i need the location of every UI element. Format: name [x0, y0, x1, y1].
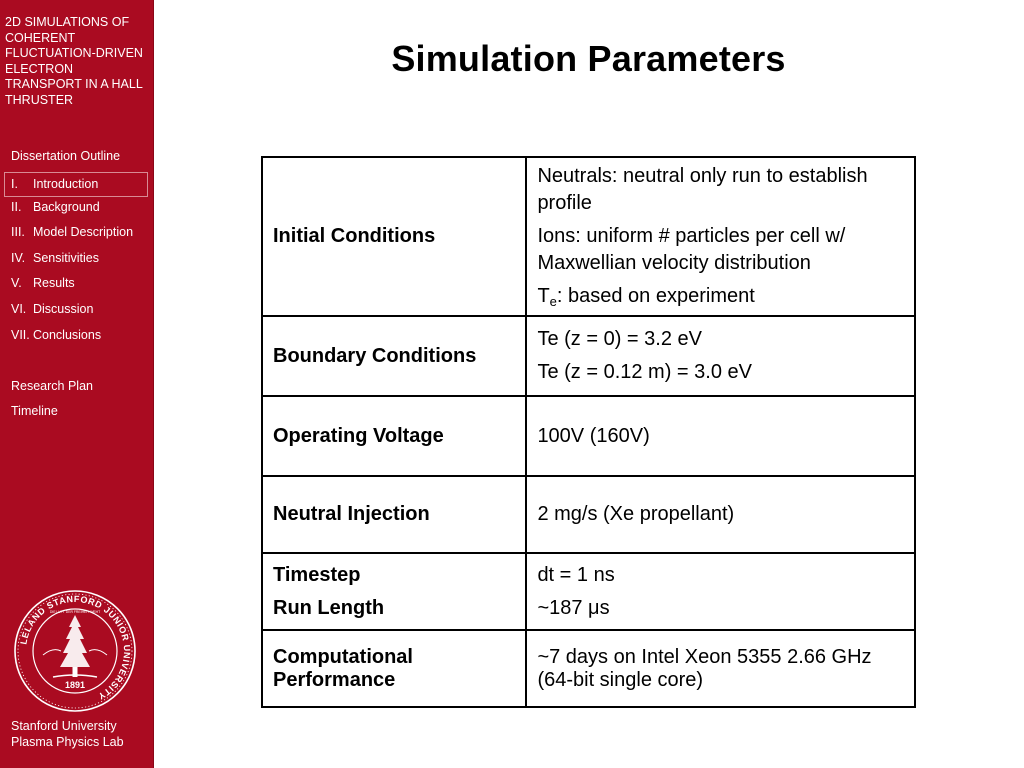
- label-line: Timestep: [273, 563, 361, 586]
- nav-item-number: V.: [11, 276, 22, 291]
- table-row: [262, 630, 915, 707]
- nav-item-label: Model Description: [33, 225, 134, 240]
- nav-item-discussion[interactable]: [0, 299, 153, 325]
- nav-item-label: Conclusions: [33, 327, 102, 342]
- nav-timeline[interactable]: Timeline: [11, 404, 58, 419]
- svg-text:LELAND STANFORD JUNIOR UNIVERS: LELAND STANFORD JUNIOR UNIVERSITY: [18, 593, 133, 702]
- nav-item-sensitivities[interactable]: [0, 248, 153, 274]
- footer: [11, 719, 124, 750]
- row-value: 100V (160V): [526, 396, 915, 476]
- page-title: Simulation Parameters: [391, 38, 786, 79]
- value-paragraph: Ions: uniform # particles per cell w/ Maxwellian velocity distribution: [537, 225, 846, 274]
- row-value: [526, 316, 915, 396]
- nav-item-number: II.: [11, 199, 22, 214]
- svg-text:DIE LUFT DER FREIHEIT WEHT: DIE LUFT DER FREIHEIT WEHT: [49, 610, 101, 614]
- parameters-table: [261, 156, 916, 708]
- nav-dissertation-outline[interactable]: Dissertation Outline: [11, 149, 121, 163]
- value-paragraph: Neutrals: neutral only run to establish profile: [537, 165, 868, 214]
- nav-item-label: Results: [33, 276, 75, 291]
- nav-research-plan[interactable]: Research Plan: [11, 378, 93, 393]
- nav-item-number: VI.: [11, 301, 27, 316]
- stanford-seal-logo: [13, 589, 137, 713]
- nav-item-number: I.: [11, 176, 18, 191]
- row-value: ~7 days on Intel Xeon 5355 2.66 GHz (64-bit single core): [526, 630, 915, 707]
- presentation-title: 2D SIMULATIONS OF COHERENT FLUCTUATION-DRIVEN ELECTRON TRANSPORT IN A HALL THRUSTER: [5, 15, 143, 107]
- value-line: Te (z = 0) = 3.2 eV: [537, 328, 702, 350]
- row-label: Boundary Conditions: [262, 316, 526, 396]
- value-line: ~187 μs: [537, 596, 610, 619]
- row-value: [526, 157, 915, 316]
- nav-item-number: III.: [11, 225, 25, 240]
- nav-item-label: Sensitivities: [33, 250, 99, 265]
- te-subscript: e: [549, 294, 557, 309]
- row-label: [262, 553, 526, 630]
- nav-item-model-description[interactable]: [0, 222, 153, 248]
- nav-item-background[interactable]: [0, 197, 153, 223]
- footer-university: Stanford University: [11, 719, 117, 733]
- nav-spacer: [0, 350, 153, 376]
- footer-lab: Plasma Physics Lab: [11, 734, 124, 749]
- table-row: [262, 476, 915, 553]
- dissertation-outline-nav: [0, 146, 153, 427]
- row-value: 2 mg/s (Xe propellant): [526, 476, 915, 553]
- nav-item-label: Introduction: [33, 176, 99, 191]
- table-row: [262, 553, 915, 630]
- value-paragraph-te: [537, 283, 904, 310]
- nav-item-conclusions[interactable]: [0, 325, 153, 351]
- nav-item-label: Background: [33, 199, 100, 214]
- row-label: Initial Conditions: [262, 157, 526, 316]
- te-description: : based on experiment: [556, 285, 755, 307]
- value-line: dt = 1 ns: [537, 563, 615, 586]
- nav-item-number: VII.: [11, 327, 30, 342]
- row-value: [526, 553, 915, 630]
- value-line: Te (z = 0.12 m) = 3.0 eV: [537, 361, 752, 383]
- table-row: [262, 396, 915, 476]
- table-row: [262, 157, 915, 316]
- label-line: Run Length: [273, 596, 385, 619]
- row-label: Computational Performance: [262, 630, 526, 707]
- nav-item-introduction[interactable]: [4, 172, 148, 197]
- te-symbol: T: [537, 285, 550, 307]
- svg-text:1891: 1891: [64, 680, 86, 690]
- row-label: Neutral Injection: [262, 476, 526, 553]
- nav-item-label: Discussion: [33, 301, 94, 316]
- row-label: Operating Voltage: [262, 396, 526, 476]
- nav-item-number: IV.: [11, 250, 26, 265]
- sidebar: [0, 0, 154, 768]
- table-row: [262, 316, 915, 396]
- nav-item-results[interactable]: [0, 273, 153, 299]
